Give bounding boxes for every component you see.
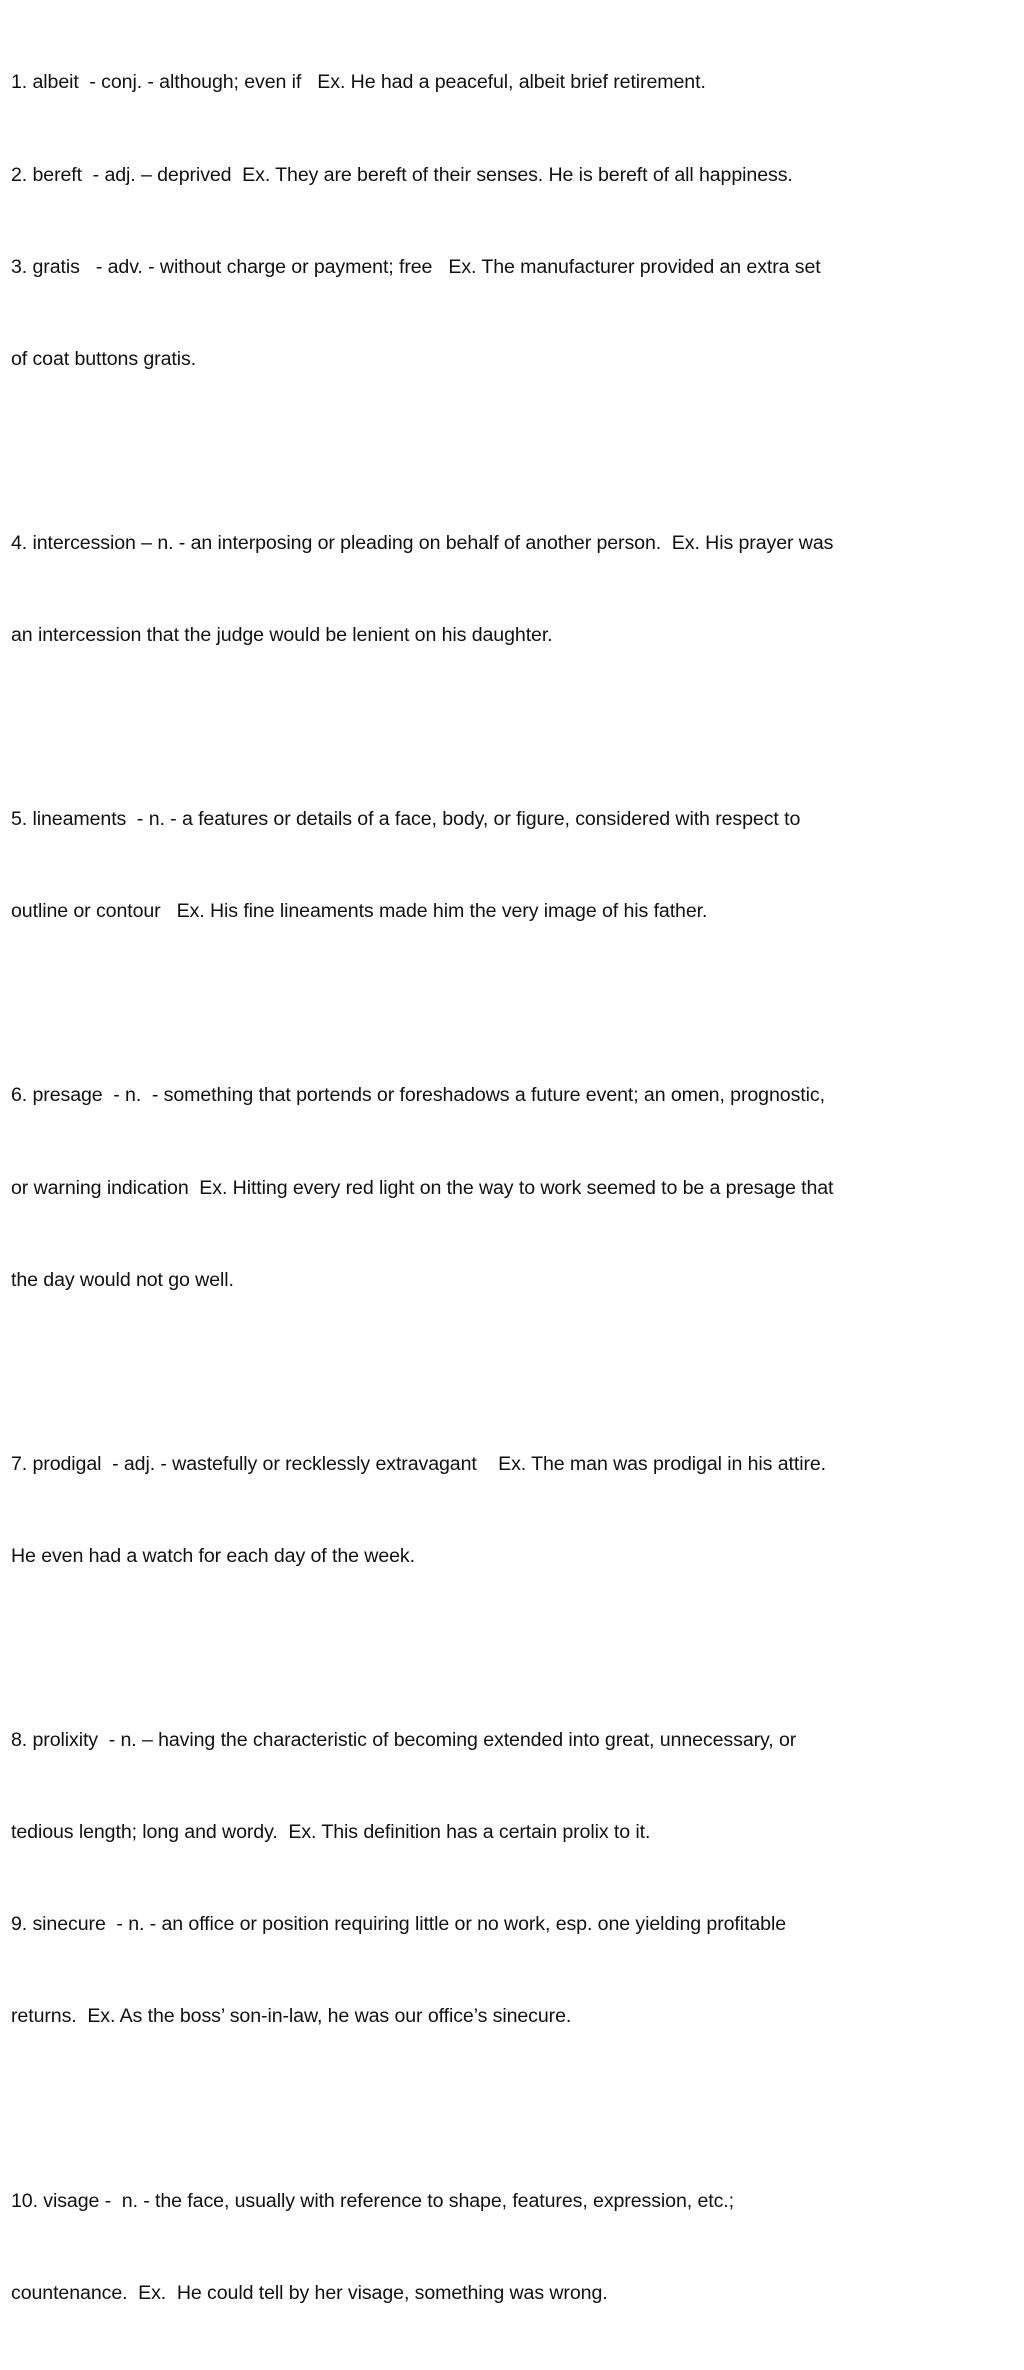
- text-line-sinecure-cont: returns. Ex. As the boss’ son-in-law, he was our office’s sinecure.: [11, 2005, 572, 2028]
- text-line-albeit: 1. albeit - conj. - although; even if Ex. He had a peaceful, albeit brief retirement.: [11, 71, 706, 94]
- blank-line: [11, 1357, 1019, 1388]
- text-line-prolixity-cont: tedious length; long and wordy. Ex. This definition has a certain prolix to it.: [11, 1821, 651, 1844]
- text-line-prodigal: 7. prodigal - adj. - wastefully or recklessly extravagant Ex. The man was prodigal in his attire.: [11, 1452, 827, 1475]
- text-line-bereft: 2. bereft - adj. – deprived Ex. They are bereft of their senses. He is bereft of all happiness.: [11, 163, 793, 186]
- text-line-prodigal-cont: He even had a watch for each day of the week.: [11, 1544, 415, 1567]
- text-line-visage-cont: countenance. Ex. He could tell by her visage, something was wrong.: [11, 2281, 608, 2304]
- text-line-lineaments: 5. lineaments - n. - a features or details of a face, body, or figure, considered with respect to: [11, 808, 801, 831]
- blank-line: [11, 988, 1019, 1019]
- text-line-prolixity: 8. prolixity - n. – having the characteristic of becoming extended into great, unnecessary, or: [11, 1729, 797, 1752]
- text-line-presage-cont-2: the day would not go well.: [11, 1268, 234, 1291]
- text-line-presage-cont: or warning indication Ex. Hitting every red light on the way to work seemed to be a presage that: [11, 1176, 834, 1199]
- blank-line: [11, 2093, 1019, 2124]
- text-line-sinecure: 9. sinecure - n. - an office or position requiring little or no work, esp. one yielding profitable: [11, 1913, 786, 1936]
- text-line-intercession: 4. intercession – n. - an interposing or pleading on behalf of another person. Ex. His prayer was: [11, 531, 834, 554]
- text-line-lineaments-cont: outline or contour Ex. His fine lineaments made him the very image of his father.: [11, 900, 708, 923]
- blank-line: [11, 1633, 1019, 1664]
- text-line-presage: 6. presage - n. - something that portends or foreshadows a future event; an omen, prognostic,: [11, 1084, 825, 1107]
- text-line-gratis-cont: of coat buttons gratis.: [11, 347, 197, 370]
- text-line-intercession-cont: an intercession that the judge would be lenient on his daughter.: [11, 623, 553, 646]
- vocabulary-list: [11, 6, 1019, 2370]
- text-line-gratis: 3. gratis - adv. - without charge or payment; free Ex. The manufacturer provided an extra set: [11, 255, 821, 278]
- text-line-visage: 10. visage - n. - the face, usually with reference to shape, features, expression, etc.;: [11, 2189, 734, 2212]
- blank-line: [11, 436, 1019, 467]
- blank-line: [11, 712, 1019, 743]
